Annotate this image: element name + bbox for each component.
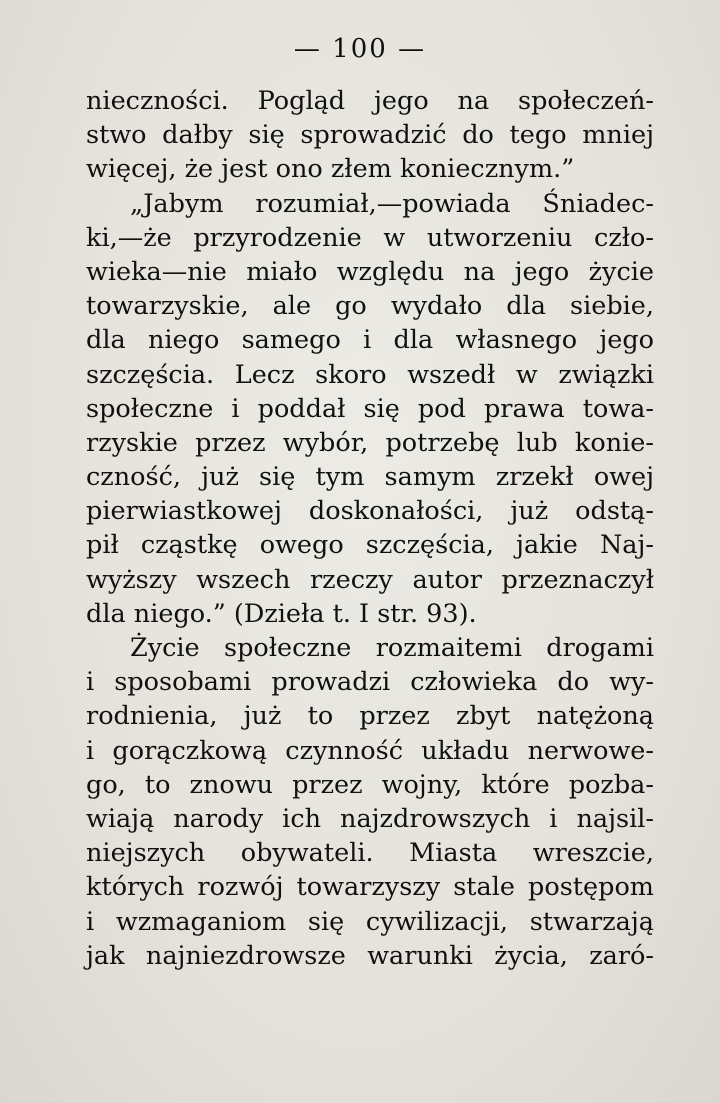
text-line: ki,—że przyrodzenie w utworzeniu czło- — [86, 222, 654, 253]
text-line: i gorączkową czynność układu nerwowe- — [86, 735, 654, 766]
text-line: pił cząstkę owego szczęścia, jakie Naj- — [86, 530, 654, 561]
text-line: wiają narody ich najzdrowszych i najsil- — [86, 803, 654, 834]
text-line: towarzyskie, ale go wydało dla siebie, — [86, 291, 654, 322]
text-line: których rozwój towarzyszy stale postępom — [86, 872, 654, 903]
text-line: szczęścia. Lecz skoro wszedł w związki — [86, 359, 654, 390]
text-line: pierwiastkowej doskonałości, już odstą- — [86, 496, 654, 527]
text-line: stwo dałby się sprowadzić do tego mniej — [86, 120, 654, 151]
text-line: wieka—nie miało względu na jego życie — [86, 256, 654, 287]
text-line: i wzmaganiom się cywilizacji, stwarzają — [86, 906, 654, 937]
text-line: rodnienia, już to przez zbyt natężoną — [86, 701, 654, 732]
text-line: czność, już się tym samym zrzekł owej — [86, 462, 654, 493]
page-number: — 100 — — [293, 34, 427, 64]
text-line: nieczności. Pogląd jego na społeczeń- — [86, 86, 654, 116]
body-text — [86, 84, 654, 973]
text-line: więcej, że jest ono złem koniecznym.” — [86, 154, 575, 185]
text-line: rzyskie przez wybór, potrzebę lub konie- — [86, 427, 654, 458]
text-line: Życie społeczne rozmaitemi drogami — [130, 633, 654, 663]
text-line: i sposobami prowadzi człowieka do wy- — [86, 667, 654, 698]
text-line: społeczne i poddał się pod prawa towa- — [86, 393, 654, 424]
text-line: „Jabym rozumiał,—powiada Śniadec- — [130, 188, 654, 219]
text-line: dla niego.” (Dzieła t. I str. 93). — [86, 598, 477, 629]
text-line: wyższy wszech rzeczy autor przeznaczył — [86, 564, 654, 595]
text-line: go, to znowu przez wojny, które pozba- — [86, 769, 654, 800]
text-line: dla niego samego i dla własnego jego — [86, 325, 654, 356]
text-line: niejszych obywateli. Miasta wreszcie, — [86, 838, 654, 869]
text-line: jak najniezdrowsze warunki życia, zaró- — [86, 940, 654, 971]
